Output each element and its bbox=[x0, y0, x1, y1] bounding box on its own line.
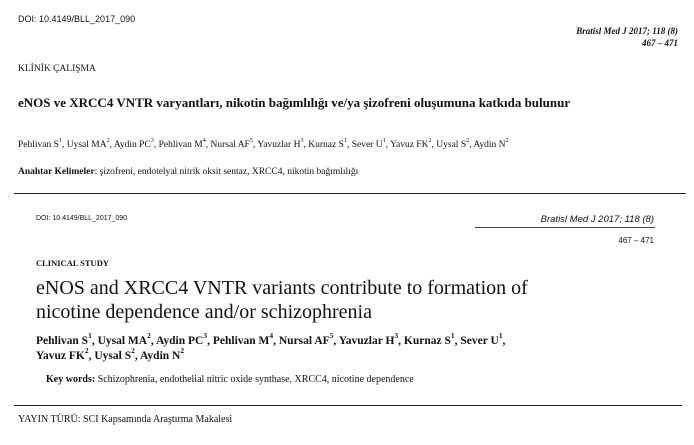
author-name: Yavuz FK bbox=[390, 140, 429, 150]
author-name: Nursal AF bbox=[278, 335, 330, 347]
author-affiliation: 2 bbox=[84, 346, 89, 356]
author-affiliation: 1 bbox=[498, 331, 503, 341]
author-name: Pehlivan M bbox=[212, 335, 270, 347]
en-keywords-text: Schizophrenia, endothelial nitric oxide synthase, XRCC4, nicotine dependence bbox=[95, 374, 414, 385]
author-affiliation: 4 bbox=[202, 138, 206, 145]
author-name: Sever U bbox=[351, 140, 383, 150]
author-affiliation: 5 bbox=[329, 331, 334, 341]
author-affiliation: 2 bbox=[466, 138, 470, 145]
tr-keywords-text: : şizofreni, endotelyal nitrik oksit sentaz, XRCC4, nikotin bağımlılığı bbox=[94, 167, 359, 177]
en-page-range: 467 – 471 bbox=[618, 236, 654, 245]
en-author-list-line-2: Yavuz $FK^2$, Uysal $S^2$, Aydin $N^2$ bbox=[36, 346, 185, 362]
author-name: Uysal MA bbox=[97, 335, 148, 347]
author-name: Uysal S bbox=[436, 140, 467, 150]
tr-keywords-label: Anahtar Kelimeler bbox=[18, 167, 95, 177]
author-affiliation: 2 bbox=[428, 138, 432, 145]
author-affiliation: 4 bbox=[269, 331, 274, 341]
tr-section-label: KLİNİK ÇALIŞMA bbox=[18, 64, 96, 74]
author-affiliation: 2 bbox=[106, 138, 110, 145]
author-affiliation: 3 bbox=[300, 138, 304, 145]
tr-author-list: Pehlivan $S^1$, Uysal $MA^2$, Aydin $PC^3$, Pehlivan $M^4$, Nursal $AF^5$, Yavuzlar $H^3$, Kurnaz $S^1$, Sever $U^1$, Yavuz $FK^2$, Uysal $S^2$, Aydin $N^2$ bbox=[18, 138, 509, 150]
tr-journal-citation: Bratisl Med J 2017; 118 (8) bbox=[576, 26, 678, 36]
author-name: Kurnaz S bbox=[403, 335, 451, 347]
en-keywords-label: Key words: bbox=[46, 374, 96, 385]
en-journal-citation: Bratisl Med J 2017; 118 (8) bbox=[540, 214, 654, 225]
author-affiliation: 2 bbox=[505, 138, 509, 145]
author-name: Kurnaz S bbox=[308, 140, 344, 150]
author-name: Pehlivan M bbox=[158, 140, 203, 150]
en-doi: DOI: 10.4149/BLL_2017_090 bbox=[36, 215, 128, 222]
author-affiliation: 1 bbox=[450, 331, 455, 341]
author-affiliation: 5 bbox=[249, 138, 253, 145]
author-affiliation: 1 bbox=[343, 138, 347, 145]
divider-top bbox=[14, 193, 686, 194]
author-name: Pehlivan S bbox=[18, 140, 59, 150]
en-article-title-line-1: eNOS and XRCC4 VNTR variants contribute to formation of bbox=[36, 277, 528, 299]
author-affiliation: 1 bbox=[382, 138, 386, 145]
author-name: Sever U bbox=[460, 335, 499, 347]
author-affiliation: 3 bbox=[394, 331, 399, 341]
en-keywords bbox=[46, 374, 414, 385]
en-author-list-line-1: Pehlivan $S^1$, Uysal $MA^2$, Aydin $PC^3$, Pehlivan $M^4$, Nursal $AF^5$, Yavuzlar $H^3$, Kurnaz $S^1$, Sever $U^1$, bbox=[36, 331, 506, 347]
divider-bottom bbox=[14, 405, 682, 406]
author-affiliation: 3 bbox=[150, 138, 154, 145]
tr-page-range: 467 – 471 bbox=[642, 38, 678, 48]
en-section-label: CLINICAL STUDY bbox=[36, 258, 109, 268]
tr-article-title: eNOS ve XRCC4 VNTR varyantları, nikotin bağımlılığı ve/ya şizofreni oluşumuna katkıda bulunur bbox=[18, 95, 571, 110]
tr-keywords bbox=[18, 167, 358, 177]
author-name: Pehlivan S bbox=[36, 335, 89, 347]
author-affiliation: 2 bbox=[147, 331, 151, 341]
author-affiliation: 2 bbox=[131, 346, 135, 356]
author-name: Uysal S bbox=[94, 350, 132, 362]
author-name: Yavuzlar H bbox=[257, 140, 301, 150]
en-article-title-line-2: nicotine dependence and/or schizophrenia bbox=[36, 301, 372, 323]
author-name: Aydin PC bbox=[155, 335, 204, 347]
author-affiliation: 2 bbox=[180, 346, 185, 356]
author-name: Aydin PC bbox=[113, 140, 151, 150]
author-name: Yavuz FK bbox=[36, 350, 85, 362]
author-name: Aydin N bbox=[139, 350, 181, 362]
author-name: Uysal MA bbox=[66, 140, 107, 150]
publication-type: YAYIN TÜRÜ: SCI Kapsamında Araştırma Makalesi bbox=[18, 414, 233, 425]
author-name: Yavuzlar H bbox=[338, 335, 395, 347]
author-affiliation: 1 bbox=[58, 138, 62, 145]
tr-doi: DOI: 10.4149/BLL_2017_090 bbox=[18, 14, 136, 24]
author-name: Aydin N bbox=[473, 140, 506, 150]
author-name: Nursal AF bbox=[210, 140, 250, 150]
author-affiliation: 3 bbox=[203, 331, 208, 341]
en-journal-rule bbox=[475, 227, 655, 228]
author-affiliation: 1 bbox=[88, 331, 92, 341]
